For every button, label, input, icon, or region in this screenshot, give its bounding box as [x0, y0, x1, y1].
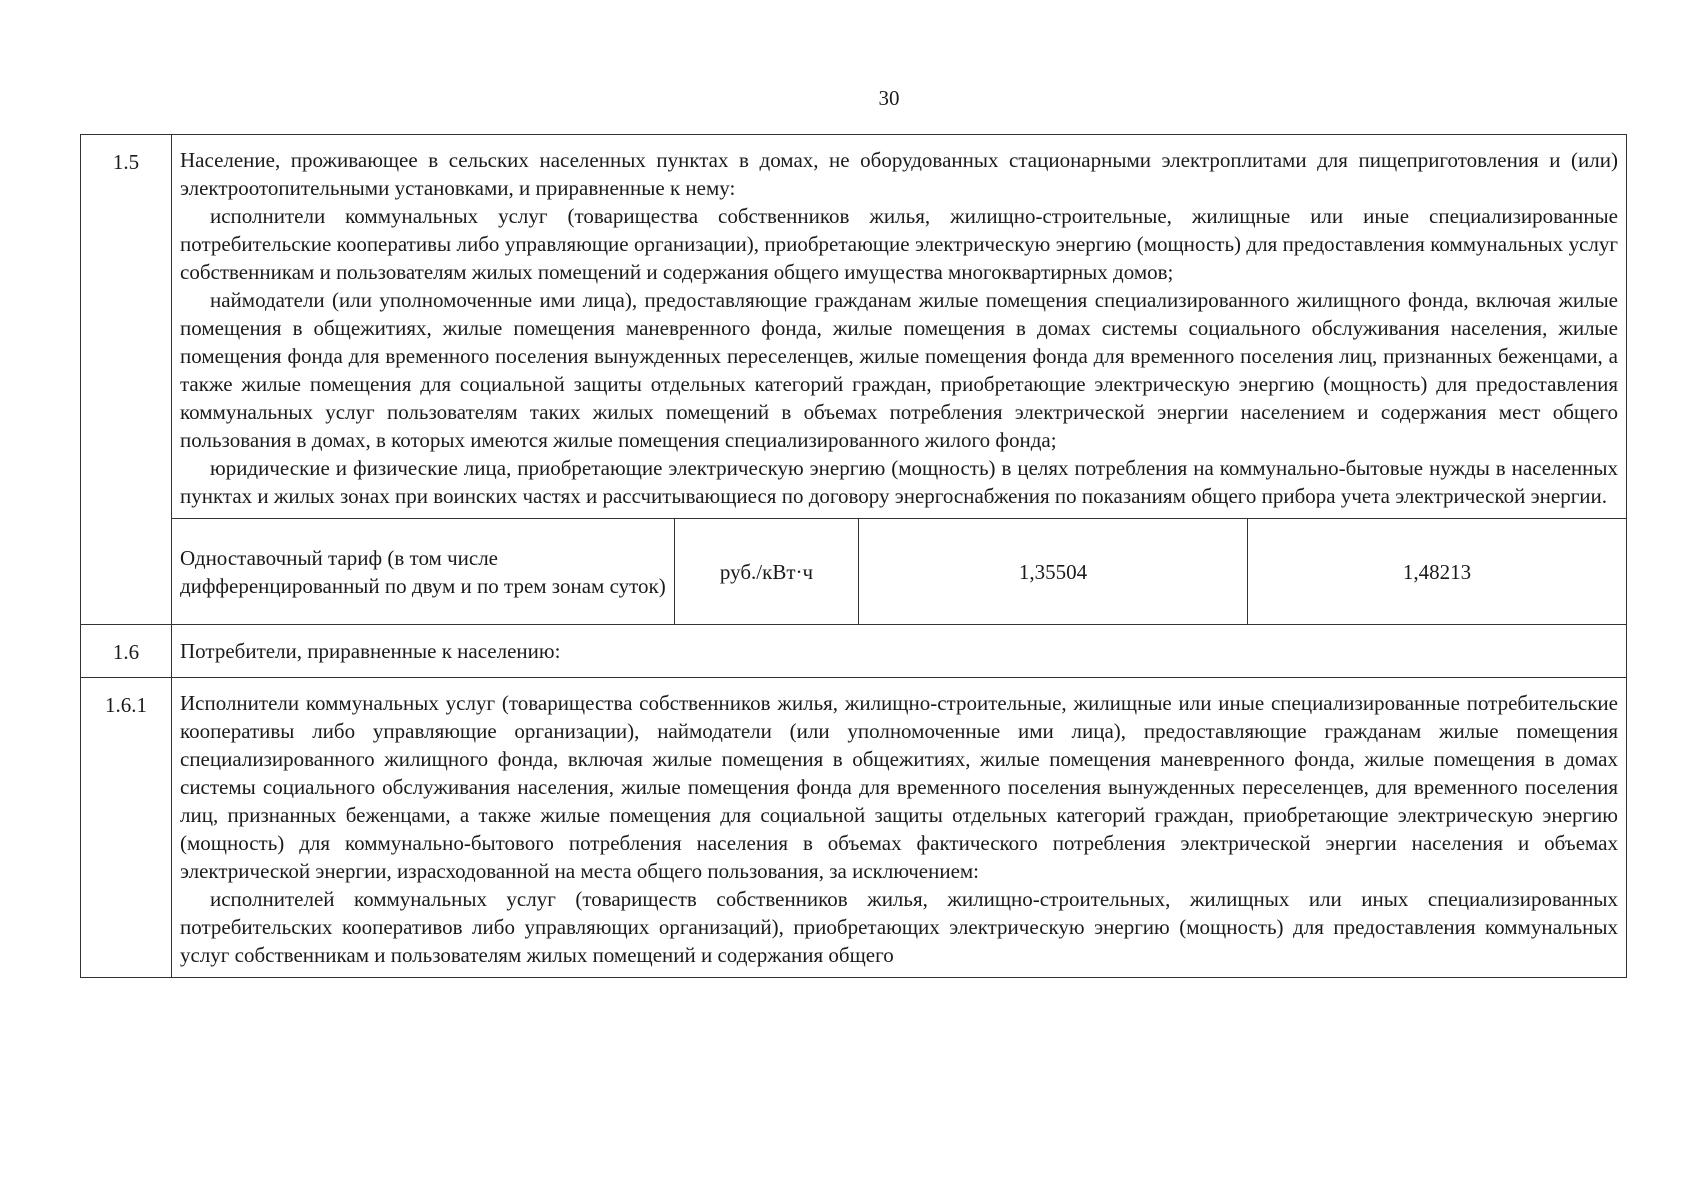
page-number: 30 [878, 86, 900, 110]
paragraph: юридические и физические лица, приобретающие электрическую энергию (мощность) в целях потребления на коммунально-бытовые нужды в населенных пунктах и жилых зонах при воинских частях и рассчитывающиеся по договору энергоснабжения по показаниям общего прибора учета электрической энергии. [180, 456, 1618, 508]
table-row-1-6 [81, 625, 1627, 678]
row-number: 1.5 [81, 135, 172, 519]
tariff-name: Одноставочный тариф (в том числе дифференцированный по двум и по трем зонам суток) [180, 545, 666, 598]
paragraph: наймодатели (или уполномоченные ими лица), предоставляющие гражданам жилые помещения специализированного жилищного фонда, включая жилые помещения в общежитиях, жилые помещения маневренного фонда, жилые помещения в домах системы социального обслуживания населения, жилые помещения фонда для временного поселения вынужденных переселенцев, жилые помещения фонда для временного поселения лиц, признанных беженцами, а также жилые помещения для социальной защиты отдельных категорий граждан, приобретающие электрическую энергию (мощность) для предоставления коммунальных услуг пользователям таких жилых помещений в объемах потребления электрической энергии населением и содержания мест общего пользования в домах, в которых имеются жилые помещения специализированного жилого фонда; [180, 288, 1618, 452]
row-description [172, 135, 1627, 519]
tariff-unit: руб./кВт·ч [675, 519, 859, 624]
paragraph: Население, проживающее в сельских населенных пунктах в домах, не оборудованных стационарными электроплитами для пищеприготовления и (или) электроотопительными установками, и приравненные к нему: [180, 148, 1618, 200]
tariff-inner-table [172, 519, 1626, 624]
row-number: 1.6 [81, 625, 172, 678]
paragraph: исполнителей коммунальных услуг (товариществ собственников жилья, жилищно-строительных, жилищных или иных специализированных потребительских кооперативов либо управляющих организаций), приобретающих электрическую энергию (мощность) для предоставления коммунальных услуг собственникам и пользователям жилых помещений и содержания общего [180, 887, 1618, 967]
row-description [172, 625, 1627, 678]
paragraph: Исполнители коммунальных услуг (товарищества собственников жилья, жилищно-строительные, жилищные или иные специализированные потребительские кооперативы либо управляющие организации), наймодатели (или уполномоченные ими лица), предоставляющие гражданам жилые помещения специализированного жилищного фонда, включая жилые помещения в общежитиях, жилые помещения маневренного фонда, жилые помещения в домах системы социального обслуживания населения, жилые помещения фонда для временного поселения вынужденных переселенцев, для временного поселения лиц, признанных беженцами, а также жилые помещения для социальной защиты отдельных категорий граждан, приобретающие электрическую энергию (мощность) для коммунально-бытового потребления населения в объемах фактического потребления электрической энергии населения и объемах электрической энергии, израсходованной на места общего пользования, за исключением: [180, 691, 1618, 883]
table-row-1-6-1 [81, 678, 1627, 978]
paragraph: Потребители, приравненные к населению: [180, 639, 561, 663]
tariff-value-second-half: 1,48213 [1248, 519, 1627, 624]
tariff-table [80, 134, 1627, 978]
tariff-cells [172, 519, 1627, 625]
paragraph: исполнители коммунальных услуг (товарищества собственников жилья, жилищно-строительные, жилищные или иные специализированные потребительские кооперативы либо управляющие организации), приобретающие электрическую энергию (мощность) для предоставления коммунальных услуг собственникам и пользователям жилых помещений и содержания общего имущества многоквартирных домов; [180, 204, 1618, 284]
row-description [172, 678, 1627, 978]
tariff-subrow [81, 519, 1627, 625]
empty-number-cell [81, 519, 172, 625]
tariff-value-first-half: 1,35504 [859, 519, 1248, 624]
row-number: 1.6.1 [81, 678, 172, 978]
table-row-1-5 [81, 135, 1627, 519]
